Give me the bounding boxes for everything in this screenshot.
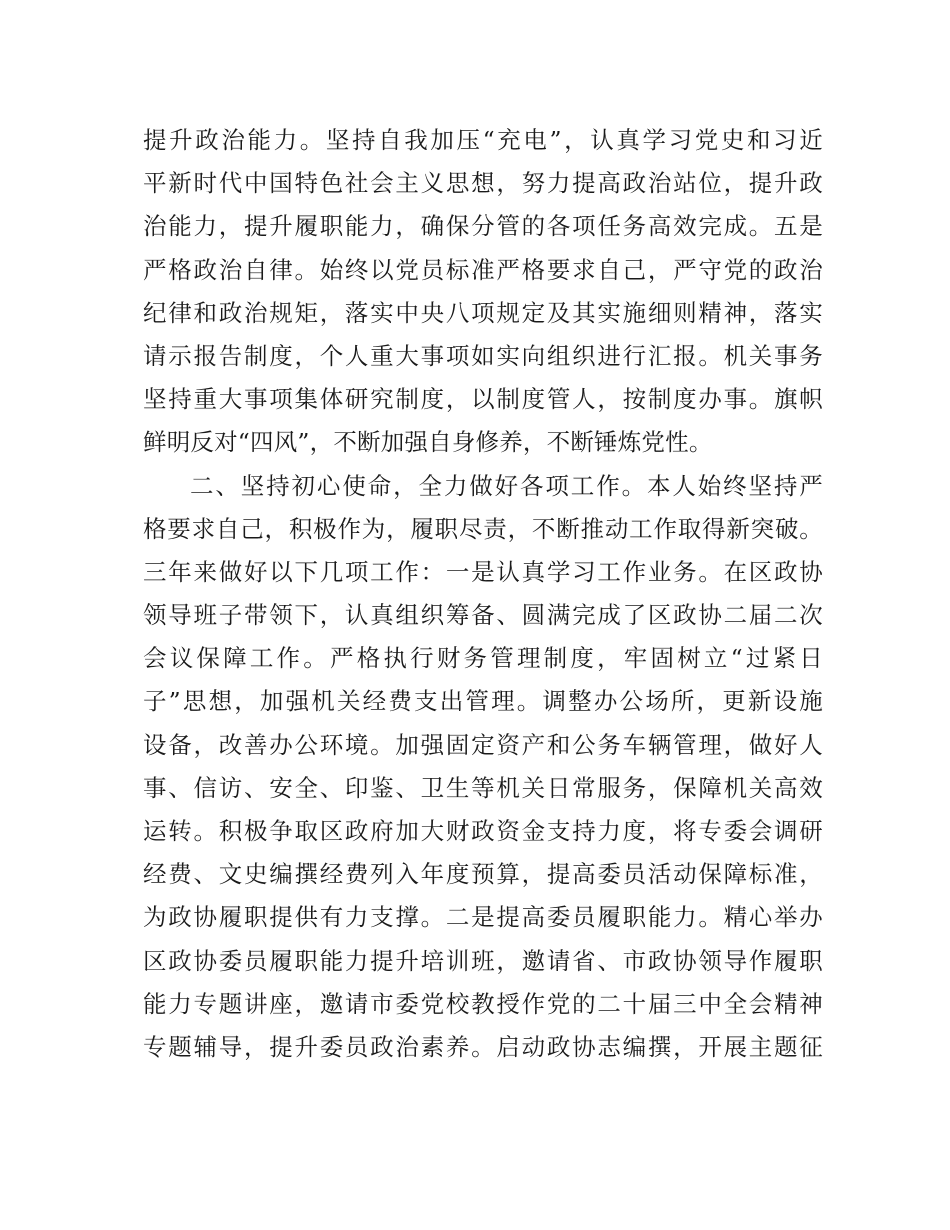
text-line: 子”思想，加强机关经费支出管理。调整办公场所，更新设施 bbox=[143, 687, 823, 716]
text-line: 设备，改善办公环境。加强固定资产和公务车辆管理，做好人 bbox=[143, 730, 823, 759]
text-line: 经费、文史编撰经费列入年度预算，提高委员活动保障标准， bbox=[143, 860, 823, 889]
body-text bbox=[143, 119, 823, 1069]
text-line: 能力专题讲座，邀请市委党校教授作党的二十届三中全会精神 bbox=[143, 989, 823, 1018]
text-line: 平新时代中国特色社会主义思想，努力提高政治站位，提升政 bbox=[143, 169, 823, 198]
text-line: 严格政治自律。始终以党员标准严格要求自己，严守党的政治 bbox=[143, 255, 823, 284]
text-line: 事、信访、安全、印鉴、卫生等机关日常服务，保障机关高效 bbox=[143, 773, 823, 802]
text-line: 请示报告制度，个人重大事项如实向组织进行汇报。机关事务 bbox=[143, 341, 823, 370]
text-line: 为政协履职提供有力支撑。二是提高委员履职能力。精心举办 bbox=[143, 903, 823, 932]
text-line: 坚持重大事项集体研究制度，以制度管人，按制度办事。旗帜 bbox=[143, 385, 823, 414]
text-line: 格要求自己，积极作为，履职尽责，不断推动工作取得新突破。 bbox=[143, 514, 823, 543]
text-line: 运转。积极争取区政府加大财政资金支持力度，将专委会调研 bbox=[143, 817, 823, 845]
text-line: 治能力，提升履职能力，确保分管的各项任务高效完成。五是 bbox=[143, 212, 823, 241]
text-line: 会议保障工作。严格执行财务管理制度，牢固树立“过紧日 bbox=[143, 644, 823, 673]
text-line: 三年来做好以下几项工作：一是认真学习工作业务。在区政协 bbox=[143, 557, 823, 586]
text-line: 纪律和政治规矩，落实中央八项规定及其实施细则精神，落实 bbox=[143, 298, 823, 327]
text-line: 专题辅导，提升委员政治素养。启动政协志编撰，开展主题征 bbox=[143, 1032, 823, 1061]
text-line: 领导班子带领下，认真组织筹备、圆满完成了区政协二届二次 bbox=[143, 601, 823, 630]
text-line: 提升政治能力。坚持自我加压“充电”，认真学习党史和习近 bbox=[143, 126, 823, 154]
text-line: 区政协委员履职能力提升培训班，邀请省、市政协领导作履职 bbox=[143, 946, 823, 975]
section-heading-line: 二、坚持初心使命，全力做好各项工作。本人始终坚持严 bbox=[190, 471, 823, 500]
paragraph-end-line: 鲜明反对“四风”，不断加强自身修养，不断锤炼党性。 bbox=[143, 428, 713, 457]
